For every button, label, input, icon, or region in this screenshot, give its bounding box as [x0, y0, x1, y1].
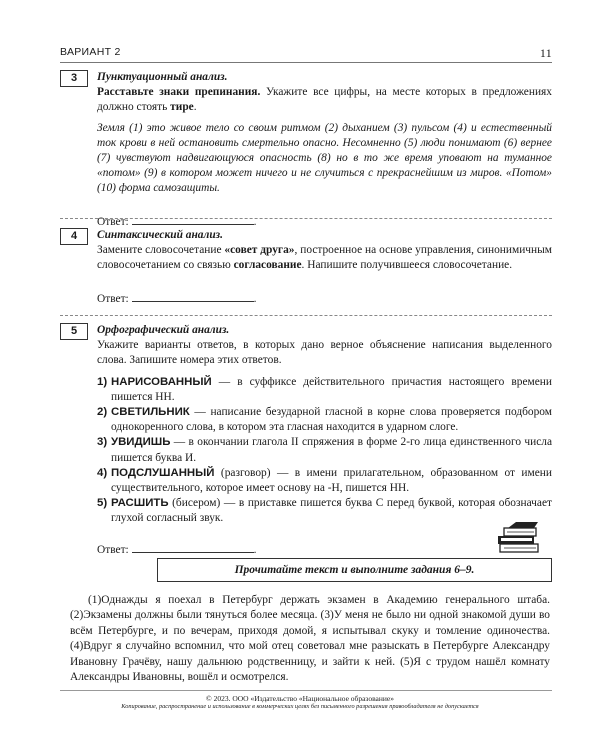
answer-label: Ответ:: [97, 543, 129, 556]
option-item: 2) СВЕТИЛЬНИК — написание безударной гласной в корне слова проверяется подбором однокоренного слова, в котором эта гласная находится в ударном слоге.: [97, 406, 552, 434]
section-divider: [60, 218, 552, 219]
task-3: [60, 70, 552, 230]
task-5: [60, 323, 552, 558]
answer-row: Ответ: .: [97, 213, 552, 230]
reading-passage: (1)Однажды я поехал в Петербург держать экзамен в Академию генерального штаба. (2)Экзамены должны были тянуться более месяца. (3)У меня не было ни одной знакомой души во всём Петербурге, и по вечерам, приходя домой, я испытывал скуку и томление одиночества. (4)Вдруг я случайно вспомнил, что мой отец советовал мне разыскать в Петербурге Александру Ивановну Грачёву, нашу дальнюю родственницу, и зайти к ней. (5)Я с трудом нашёл комнату Александры Ивановны, вошёл и осмотрелся.: [70, 594, 550, 684]
task-instruction: Замените словосочетание «совет друга», построенное на основе управления, синонимичным словосочетанием со связью согласование. Напишите получившееся словосочетание.: [97, 244, 552, 272]
task-instruction: Укажите варианты ответов, в которых дано верное объяснение написания выделенного слова. Запишите номера этих ответов.: [97, 339, 552, 367]
page-number: 11: [539, 46, 552, 60]
task-title: Пунктуационный анализ.: [97, 71, 228, 83]
task-number-box: 4: [60, 228, 88, 245]
task-title: Синтаксический анализ.: [97, 229, 223, 241]
task-text: Земля (1) это живое тело со своим ритмом (2) дыханием (3) пульсом (4) и естественный ток крови в ней остановить смертельно опасно. Несомненно (5) люди понимают (6) вернее (7) чувствуют надвигающуюся опасность (8) но в то же время уповают на туманное «потом» (9) в котором может ничего и не случиться с прекраснейшим из миров. «Потом» (10) форма самозащиты.: [97, 121, 552, 195]
footer-divider: [60, 690, 552, 691]
reading-instruction-banner: Прочитайте текст и выполните задания 6–9.: [157, 558, 552, 582]
answer-row: Ответ: .: [97, 290, 552, 307]
section-divider: [60, 315, 552, 316]
answer-label: Ответ:: [97, 292, 129, 305]
task-number-box: 5: [60, 323, 88, 340]
option-item: 4) ПОДСЛУШАННЫЙ (разговор) — в имени прилагательном, образованном от имени существительного, которое имеет основу на -Н, пишется НН.: [97, 466, 552, 495]
footer-copyright: © 2023. ООО «Издательство «Национальное образование»: [206, 694, 394, 703]
option-item: 1) НАРИСОВАННЫЙ — в суффиксе действительного причастия настоящего времени пишется НН.: [97, 375, 552, 403]
answer-options: [97, 375, 552, 527]
task-instruction: Расставьте знаки препинания. Укажите все цифры, на месте которых в предложениях должно стоять тире.: [97, 86, 552, 114]
variant-label: ВАРИАНТ 2: [60, 46, 121, 58]
answer-field[interactable]: [132, 290, 254, 302]
task-title: Орфографический анализ.: [97, 324, 230, 336]
answer-field[interactable]: [132, 541, 254, 553]
header-divider: [60, 62, 552, 63]
page-header: [60, 46, 552, 60]
task-number-box: 3: [60, 70, 88, 87]
footer-notice: Копирование, распространение и использование в коммерческих целях без письменного разрешения правообладателя не допускается: [121, 703, 479, 710]
answer-row: Ответ: .: [97, 541, 552, 558]
books-icon: [494, 520, 544, 554]
option-item: 3) УВИДИШЬ — в окончании глагола II спряжения в форме 2-го лица единственного числа пишется буква И.: [97, 436, 552, 464]
answer-label: Ответ:: [97, 215, 129, 228]
option-item: 5) РАСШИТЬ (бисером) — в приставке пишется буква С перед буквой, которая обозначает глухой согласный звук.: [97, 497, 552, 525]
task-4: [60, 228, 552, 307]
